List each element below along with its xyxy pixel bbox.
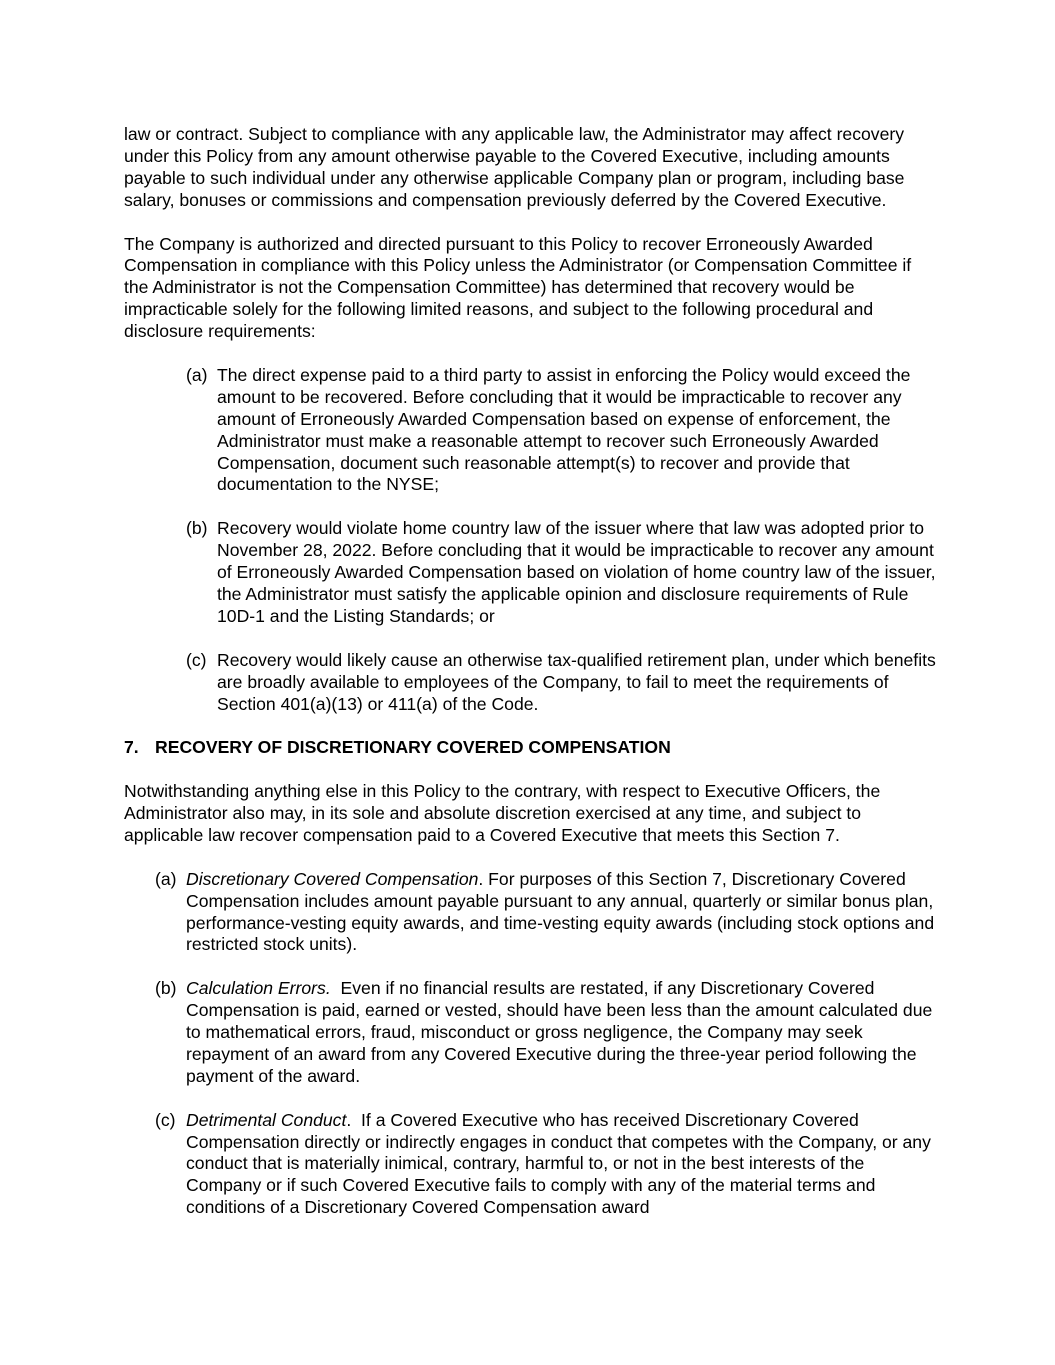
list-item	[155, 1110, 936, 1220]
term-separator	[331, 978, 341, 998]
list-item-text: If a Covered Executive who has received Discretionary Covered Compensation directly or indirectly engages in conduct that competes with the Company, or any conduct that is materially inimical, contrary, harmful to, or not in the best interests of the Company or if such Covered Executive fails to comply with any of the material terms and conditions of a Discretionary Covered Compensation award	[186, 1109, 931, 1218]
paragraph-recovery-authorization: The Company is authorized and directed pursuant to this Policy to recover Erroneously Awarded Compensation in compliance with this Policy unless the Administrator (or Compensation Committee if the Administrator is not the Compensation Committee) has determined that recovery would be impracticable solely for the following limited reasons, and subject to the following procedural and disclosure requirements:	[124, 233, 912, 342]
discretionary-list	[155, 869, 936, 1219]
term-separator: .	[478, 868, 489, 889]
list-item	[155, 978, 936, 1088]
list-item-label: (a)	[186, 364, 208, 385]
section-title: RECOVERY OF DISCRETIONARY COVERED COMPENSATION	[155, 737, 671, 758]
section-heading	[124, 737, 936, 759]
list-item	[186, 365, 936, 496]
paragraph-discretionary-recovery: Notwithstanding anything else in this Policy to the contrary, with respect to Executive Officers, the Administrator also may, in its sole and absolute discretion exercised at any time, and subject to applicable law recover compensation paid to a Covered Executive that meets this Section 7.	[124, 781, 881, 845]
list-item	[155, 869, 936, 957]
impracticability-list	[186, 365, 936, 715]
list-item-label: (c)	[186, 649, 207, 670]
list-item-text: Recovery would violate home country law of the issuer where that law was adopted prior to November 28, 2022. Before concluding that it would be impracticable to recover any amount of Erroneously Awarded Compensation based on violation of home country law of the issuer, the Administrator must satisfy the applicable opinion and disclosure requirements of Rule 10D-1 and the Listing Standards; or	[217, 518, 936, 626]
list-item-body	[186, 869, 936, 957]
list-item	[186, 518, 936, 628]
list-item-label: (c)	[155, 1109, 176, 1130]
defined-term: Detrimental Conduct	[186, 1109, 347, 1130]
defined-term: Calculation Errors.	[186, 978, 331, 999]
section-number: 7.	[124, 737, 139, 758]
defined-term: Discretionary Covered Compensation	[186, 868, 479, 889]
list-item	[186, 650, 936, 716]
list-item-label: (b)	[186, 518, 208, 539]
term-separator: .	[346, 1109, 362, 1130]
document-page	[124, 124, 936, 1241]
list-item-body	[186, 978, 936, 1088]
list-item-body	[186, 1110, 936, 1220]
list-item-text: Recovery would likely cause an otherwise tax-qualified retirement plan, under which benefits are broadly available to employees of the Company, to fail to meet the requirements of Section 401(a)(13) or 411(a) of the Code.	[217, 649, 936, 714]
list-item-label: (b)	[155, 978, 177, 999]
list-item-text: Even if no financial results are restated, if any Discretionary Covered Compensation is paid, earned or vested, should have been less than the amount calculated due to mathematical errors, fraud, misconduct or gross negligence, the Company may seek repayment of an award from any Covered Executive during the three-year period following the payment of the award.	[186, 978, 933, 1086]
list-item-text: The direct expense paid to a third party to assist in enforcing the Policy would exceed the amount to be recovered. Before concluding that it would be impracticable to recover any amount of Erroneously Awarded Compensation based on expense of enforcement, the Administrator must make a reasonable attempt to recover such Erroneously Awarded Compensation, document such reasonable attempt(s) to recover and provide that documentation to the NYSE;	[217, 364, 911, 495]
paragraph-recovery-sources: law or contract. Subject to compliance with any applicable law, the Administrator may affect recovery under this Policy from any amount otherwise payable to the Covered Executive, including amounts payable to such individual under any otherwise applicable Company plan or program, including base salary, bonuses or commissions and compensation previously deferred by the Covered Executive.	[124, 124, 905, 210]
list-item-label: (a)	[155, 868, 177, 889]
list-item-text: For purposes of this Section 7, Discretionary Covered Compensation includes amount payable pursuant to any annual, quarterly or similar bonus plan, performance-vesting equity awards, and time-vesting equity awards (including stock options and restricted stock units).	[186, 868, 935, 955]
